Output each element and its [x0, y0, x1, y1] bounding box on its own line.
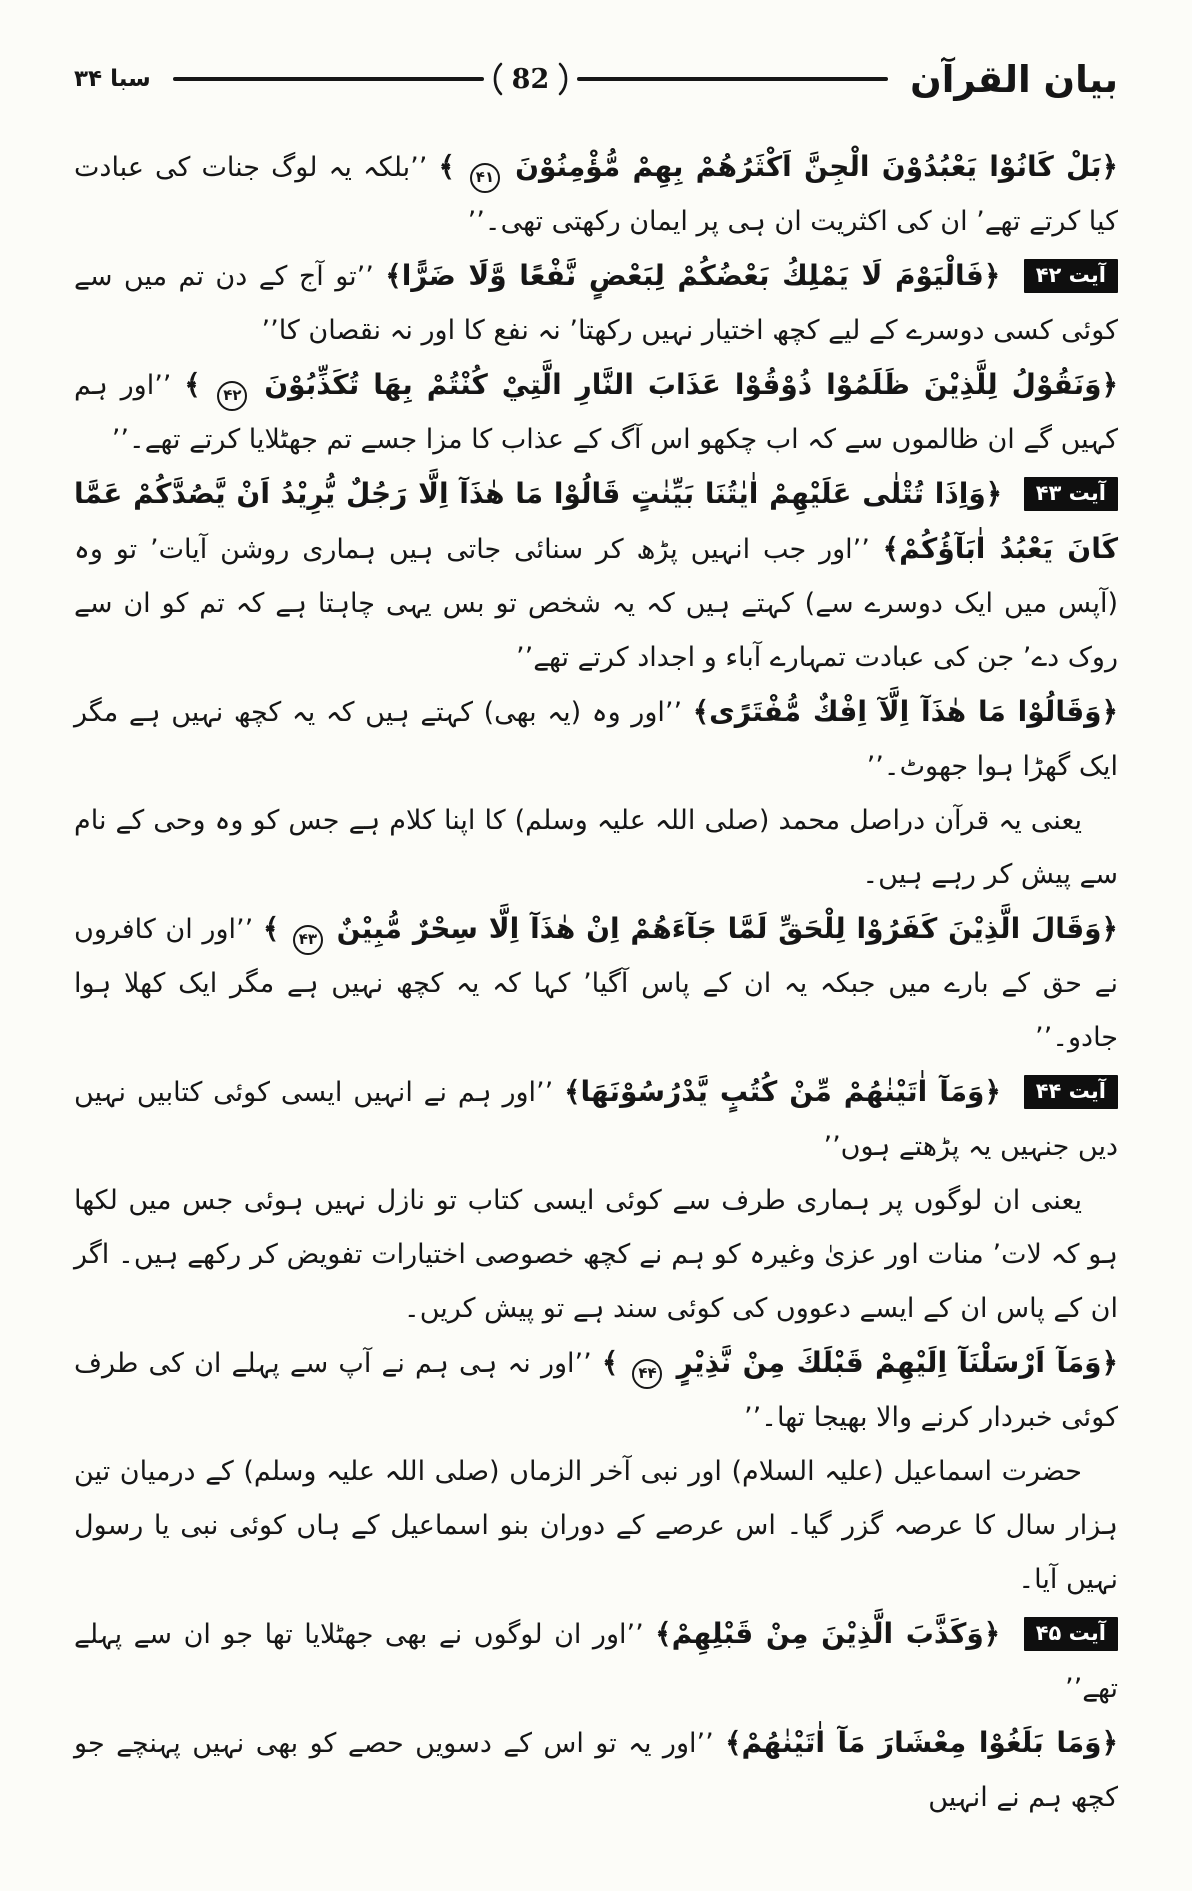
verse-paragraph — [74, 140, 1118, 249]
verse-paragraph — [74, 1336, 1118, 1445]
verse-paragraph — [74, 1716, 1118, 1825]
aya-number-badge: ۴۲ — [217, 381, 247, 411]
aya-number-badge: ۴۱ — [470, 163, 500, 193]
urdu-translation: ’’اور ہم نے انہیں ایسی کوئی کتابیں نہیں دیں جنہیں یہ پڑھتے ہوں’’ — [74, 1077, 1118, 1162]
verse-close-bracket: ﴾ — [262, 912, 280, 945]
verse-paragraph — [74, 249, 1118, 358]
page-number-bracket-right-icon — [557, 62, 571, 96]
ayat-number-label: آیت ۴۳ — [1024, 477, 1118, 511]
urdu-translation: ’’بلکہ یہ لوگ جنات کی عبادت کیا کرتے تھے’ ان کی اکثریت ان ہی پر ایمان رکھتی تھی۔’’ — [74, 152, 1118, 237]
book-title: بيان القرآن — [910, 57, 1118, 101]
urdu-translation: ’’اور ہم کہیں گے ان ظالموں سے کہ اب چکھو اس آگ کے عذاب کا مزا جسے تم جھٹلایا کرتے تھے۔’’ — [74, 370, 1118, 455]
ayat-number-label: آیت ۴۵ — [1024, 1617, 1118, 1651]
commentary-text: حضرت اسماعیل (علیہ السلام) اور نبی آخر الزماں (صلی اللہ علیہ وسلم) کے درمیان تین ہزار سال کا عرصہ گزر گیا۔ اس عرصے کے دوران بنو اسماعیل کے ہاں کوئی نبی یا رسول نہیں آیا۔ — [74, 1456, 1118, 1595]
verse-paragraph — [74, 467, 1118, 685]
arabic-verse: ﴿وَمَآ اٰتَيْنٰهُمْ مِّنْ كُتُبٍ يَّدْرُسُوْنَهَا﴾ — [564, 1075, 1001, 1108]
header-rule-right — [577, 77, 888, 81]
verse-close-bracket: ﴾ — [184, 368, 201, 401]
urdu-translation: ’’اور ان لوگوں نے بھی جھٹلایا تھا جو ان سے پہلے تھے’’ — [74, 1619, 1118, 1704]
header-rule-left — [173, 77, 484, 81]
page-number: 82 — [511, 63, 550, 95]
content-area — [74, 140, 1118, 1825]
urdu-translation: ’’اور نہ ہی ہم نے آپ سے پہلے ان کی طرف کوئی خبردار کرنے والا بھیجا تھا۔’’ — [74, 1348, 1118, 1433]
commentary-text: یعنی ان لوگوں پر ہماری طرف سے کوئی ایسی کتاب تو نازل نہیں ہوئی جس میں لکھا ہو کہ لات’ منات اور عزیٰ وغیرہ کو ہم نے کچھ خصوصی اختیارات تفویض کر رکھے ہیں۔ اگر ان کے پاس ان کے ایسے دعووں کی کوئی سند ہے تو پیش کریں۔ — [74, 1185, 1118, 1324]
verse-paragraph — [74, 358, 1118, 467]
arabic-verse: ﴿وَاِذَا تُتْلٰى عَلَيْهِمْ اٰيٰتُنَا بَيِّنٰتٍ قَالُوْا مَا هٰذَآ اِلَّا رَجُلٌ يُّرِيْدُ اَنْ يَّصُدَّكُمْ عَمَّا كَانَ يَعْبُدُ اٰبَآؤُكُمْ﴾ — [74, 477, 1118, 565]
verse-close-bracket: ﴾ — [438, 150, 455, 183]
verse-paragraph — [74, 902, 1118, 1065]
page-number-bracket-left-icon — [490, 62, 504, 96]
arabic-verse: ﴿وَقَالُوْا مَا هٰذَآ اِلَّآ اِفْكٌ مُّفْتَرًى﴾ — [692, 695, 1118, 728]
ayat-number-label: آیت ۴۲ — [1024, 259, 1118, 293]
urdu-translation: ’’تو آج کے دن تم میں سے کوئی کسی دوسرے کے لیے کچھ اختیار نہیں رکھتا’ نہ نفع کا اور نہ نقصان کا’’ — [74, 261, 1118, 346]
urdu-translation: ’’اور یہ تو اس کے دسویں حصے کو بھی نہیں پہنچے جو کچھ ہم نے انہیں — [74, 1728, 1118, 1813]
commentary-paragraph — [74, 1174, 1118, 1336]
arabic-verse: ﴿وَمَا بَلَغُوْا مِعْشَارَ مَآ اٰتَيْنٰهُمْ﴾ — [725, 1726, 1118, 1759]
arabic-verse: ﴿وَقَالَ الَّذِيْنَ كَفَرُوْا لِلْحَقِّ لَمَّا جَآءَهُمْ اِنْ هٰذَآ اِلَّا سِحْرٌ مُّبِيْنٌ — [336, 912, 1118, 945]
aya-number-badge: ۴۴ — [632, 1359, 662, 1389]
urdu-translation: ’’اور جب انہیں پڑھ کر سنائی جاتی ہیں ہماری روشن آیات’ تو وہ (آپس میں ایک دوسرے سے) کہتے ہیں کہ یہ شخص تو بس یہی چاہتا ہے کہ تم کو ان سے روک دے’ جن کی عبادت تمہارے آباء و اجداد کرتے تھے’’ — [74, 534, 1118, 673]
arabic-verse: ﴿وَمَآ اَرْسَلْنَآ اِلَيْهِمْ قَبْلَكَ مِنْ نَّذِيْرٍ — [676, 1346, 1118, 1379]
urdu-translation: ’’اور وہ (یہ بھی) کہتے ہیں کہ یہ کچھ نہیں ہے مگر ایک گھڑا ہوا جھوٹ۔’’ — [74, 697, 1118, 782]
arabic-verse: ﴿بَلْ كَانُوْا يَعْبُدُوْنَ الْجِنَّ اَكْثَرُهُمْ بِهِمْ مُّؤْمِنُوْنَ — [515, 150, 1118, 183]
verse-close-bracket: ﴾ — [601, 1346, 619, 1379]
ayat-number-label: آیت ۴۴ — [1024, 1075, 1118, 1109]
page-header — [74, 50, 1118, 108]
verse-paragraph — [74, 1065, 1118, 1174]
commentary-text: یعنی یہ قرآن دراصل محمد (صلی اللہ علیہ وسلم) کا اپنا کلام ہے جس کو وہ وحی کے نام سے پیش کر رہے ہیں۔ — [74, 805, 1118, 890]
header-ornament — [165, 62, 896, 96]
verse-paragraph — [74, 1607, 1118, 1716]
arabic-verse: ﴿وَنَقُوْلُ لِلَّذِيْنَ ظَلَمُوْا ذُوْقُوْا عَذَابَ النَّارِ الَّتِيْ كُنْتُمْ بِهَا تُكَذِّبُوْنَ — [264, 368, 1118, 401]
verse-paragraph — [74, 685, 1118, 794]
aya-number-badge: ۴۳ — [293, 925, 323, 955]
surah-label: سبا ۳۴ — [74, 66, 151, 92]
commentary-paragraph — [74, 1445, 1118, 1607]
arabic-verse: ﴿فَالْيَوْمَ لَا يَمْلِكُ بَعْضُكُمْ لِبَعْضٍ نَّفْعًا وَّلَا ضَرًّا﴾ — [385, 259, 1001, 292]
arabic-verse: ﴿وَكَذَّبَ الَّذِيْنَ مِنْ قَبْلِهِمْ﴾ — [655, 1617, 1001, 1650]
commentary-paragraph — [74, 794, 1118, 902]
urdu-translation: ’’اور ان کافروں نے حق کے بارے میں جبکہ یہ ان کے پاس آگیا’ کہا کہ یہ کچھ نہیں ہے مگر ایک کھلا ہوا جادو۔’’ — [74, 914, 1118, 1053]
